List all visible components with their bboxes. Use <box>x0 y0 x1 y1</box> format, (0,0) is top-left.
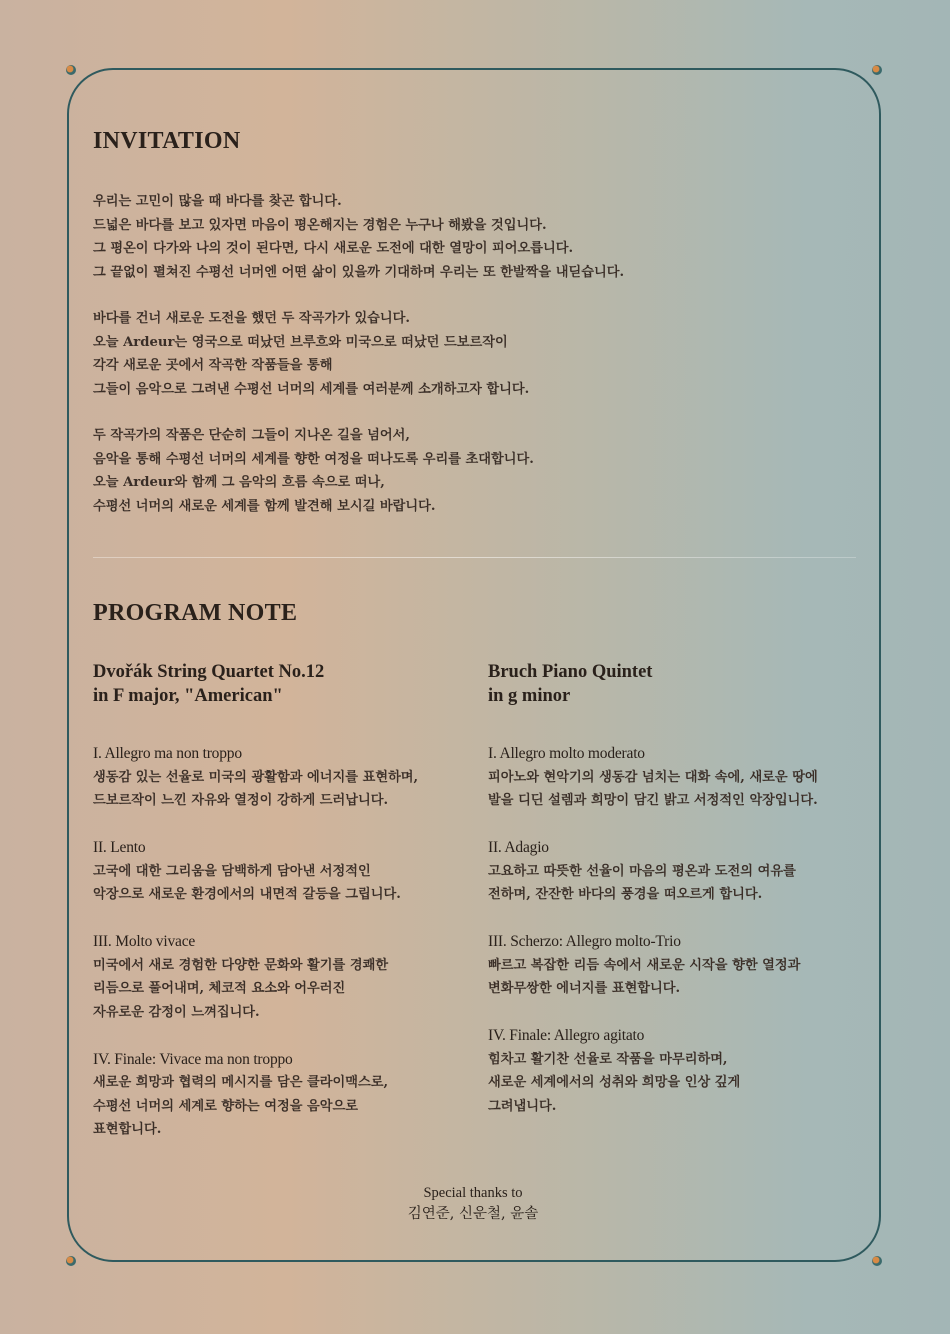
special-thanks-names: 김연준, 신운철, 윤솔 <box>407 1206 539 1222</box>
movement-text: 변화무쌍한 에너지를 표현합니다. <box>488 981 681 996</box>
piece-title-line: Dvořák String Quartet No.12 <box>93 662 325 682</box>
movement-text: 힘차고 활기찬 선율로 작품을 마무리하며, <box>488 1051 728 1067</box>
movement-text: 표현합니다. <box>93 1122 162 1137</box>
movement-text: 전하며, 잔잔한 바다의 풍경을 떠오르게 합니다. <box>488 887 763 902</box>
invitation-paragraph-1 <box>93 190 624 284</box>
movement-text: 피아노와 현악기의 생동감 넘치는 대화 속에, 새로운 땅에 <box>488 769 818 785</box>
corner-dot-top-right <box>872 65 882 75</box>
piece-title <box>488 660 868 708</box>
movement-text: 빠르고 복잡한 리듬 속에서 새로운 시작을 향한 열정과 <box>488 957 801 973</box>
program-note-heading: PROGRAM NOTE <box>93 600 298 626</box>
movement-text: 고국에 대한 그리움을 담백하게 담아낸 서정적인 <box>93 863 371 879</box>
movement-title: II. Lento <box>93 839 146 856</box>
text-line: 바다를 건너 새로운 도전을 했던 두 작곡가가 있습니다. <box>93 311 410 326</box>
movement <box>488 1024 868 1118</box>
movement-text: 악장으로 새로운 환경에서의 내면적 갈등을 그립니다. <box>93 887 401 902</box>
program-piece-bruch <box>488 660 868 1142</box>
piece-title <box>93 660 473 708</box>
movement-text: 발을 디딘 설렘과 희망이 담긴 밝고 서정적인 악장입니다. <box>488 793 818 808</box>
piece-title-line: in F major, "American" <box>93 686 283 706</box>
text-line: 우리는 고민이 많을 때 바다를 찾곤 합니다. <box>93 194 342 209</box>
invitation-paragraph-3 <box>93 424 534 518</box>
movement-title: I. Allegro molto moderato <box>488 745 645 762</box>
movement-text: 고요하고 따뜻한 선율이 마음의 평온과 도전의 여유를 <box>488 863 796 879</box>
movement <box>488 930 868 1001</box>
movement-text: 생동감 있는 선율로 미국의 광활함과 에너지를 표현하며, <box>93 769 419 785</box>
movement <box>93 1048 473 1142</box>
movement-title: IV. Finale: Allegro agitato <box>488 1027 645 1044</box>
special-thanks <box>0 1183 946 1225</box>
movement <box>93 930 473 1024</box>
movement-title: III. Molto vivace <box>93 933 196 950</box>
text-line: 음악을 통해 수평선 너머의 세계를 향한 여정을 떠나도록 우리를 초대합니다. <box>93 451 534 467</box>
corner-dot-bottom-left <box>66 1256 76 1266</box>
text-line: 그 끝없이 펼쳐진 수평선 너머엔 어떤 삶이 있을까 기대하며 우리는 또 한발짝을 내딛습니다. <box>93 264 625 280</box>
movement-text: 새로운 세계에서의 성취와 희망을 인상 깊게 <box>488 1075 741 1090</box>
movement-title: IV. Finale: Vivace ma non troppo <box>93 1050 293 1068</box>
movement <box>488 742 868 813</box>
movement-title: I. Allegro ma non troppo <box>93 745 242 762</box>
text-line: 그들이 음악으로 그려낸 수평선 너머의 세계를 여러분께 소개하고자 합니다. <box>93 381 530 397</box>
movement-text: 미국에서 새로 경험한 다양한 문화와 활기를 경쾌한 <box>93 957 389 973</box>
movement-text: 리듬으로 풀어내며, 체코적 요소와 어우러진 <box>93 981 346 996</box>
corner-dot-top-left <box>66 65 76 75</box>
movement <box>488 836 868 907</box>
text-line: 수평선 너머의 새로운 세계를 함께 발견해 보시길 바랍니다. <box>93 498 436 514</box>
movement-text: 새로운 희망과 협력의 메시지를 담은 클라이맥스로, <box>93 1075 389 1090</box>
text-line: 각각 새로운 곳에서 작곡한 작품들을 통해 <box>93 358 333 373</box>
movement-text: 자유로운 감정이 느껴집니다. <box>93 1004 260 1020</box>
movement-text: 그려냅니다. <box>488 1098 557 1114</box>
text-line: 오늘 Ardeur와 함께 그 음악의 흐름 속으로 떠나, <box>93 475 385 490</box>
piece-title-line: in g minor <box>488 686 571 706</box>
text-line: 두 작곡가의 작품은 단순히 그들이 지나온 길을 넘어서, <box>93 428 410 443</box>
movement <box>93 836 473 907</box>
program-piece-dvorak <box>93 660 473 1165</box>
section-divider <box>93 557 856 558</box>
special-thanks-label: Special thanks to <box>423 1185 523 1201</box>
movement <box>93 742 473 813</box>
invitation-paragraph-2 <box>93 307 529 401</box>
text-line: 드넓은 바다를 보고 있자면 마음이 평온해지는 경험은 누구나 해봤을 것입니다. <box>93 217 547 233</box>
movement-title: III. Scherzo: Allegro molto-Trio <box>488 933 681 950</box>
movement-text: 수평선 너머의 세계로 향하는 여정을 음악으로 <box>93 1098 358 1114</box>
invitation-heading: INVITATION <box>93 128 241 154</box>
text-line: 그 평온이 다가와 나의 것이 된다면, 다시 새로운 도전에 대한 열망이 피어오릅니다. <box>93 241 574 256</box>
piece-title-line: Bruch Piano Quintet <box>488 662 653 682</box>
movement-text: 드보르작이 느낀 자유와 열정이 강하게 드러납니다. <box>93 793 389 808</box>
corner-dot-bottom-right <box>872 1256 882 1266</box>
movement-title: II. Adagio <box>488 839 549 856</box>
text-line: 오늘 Ardeur는 영국으로 떠났던 브루흐와 미국으로 떠났던 드보르작이 <box>93 334 508 350</box>
